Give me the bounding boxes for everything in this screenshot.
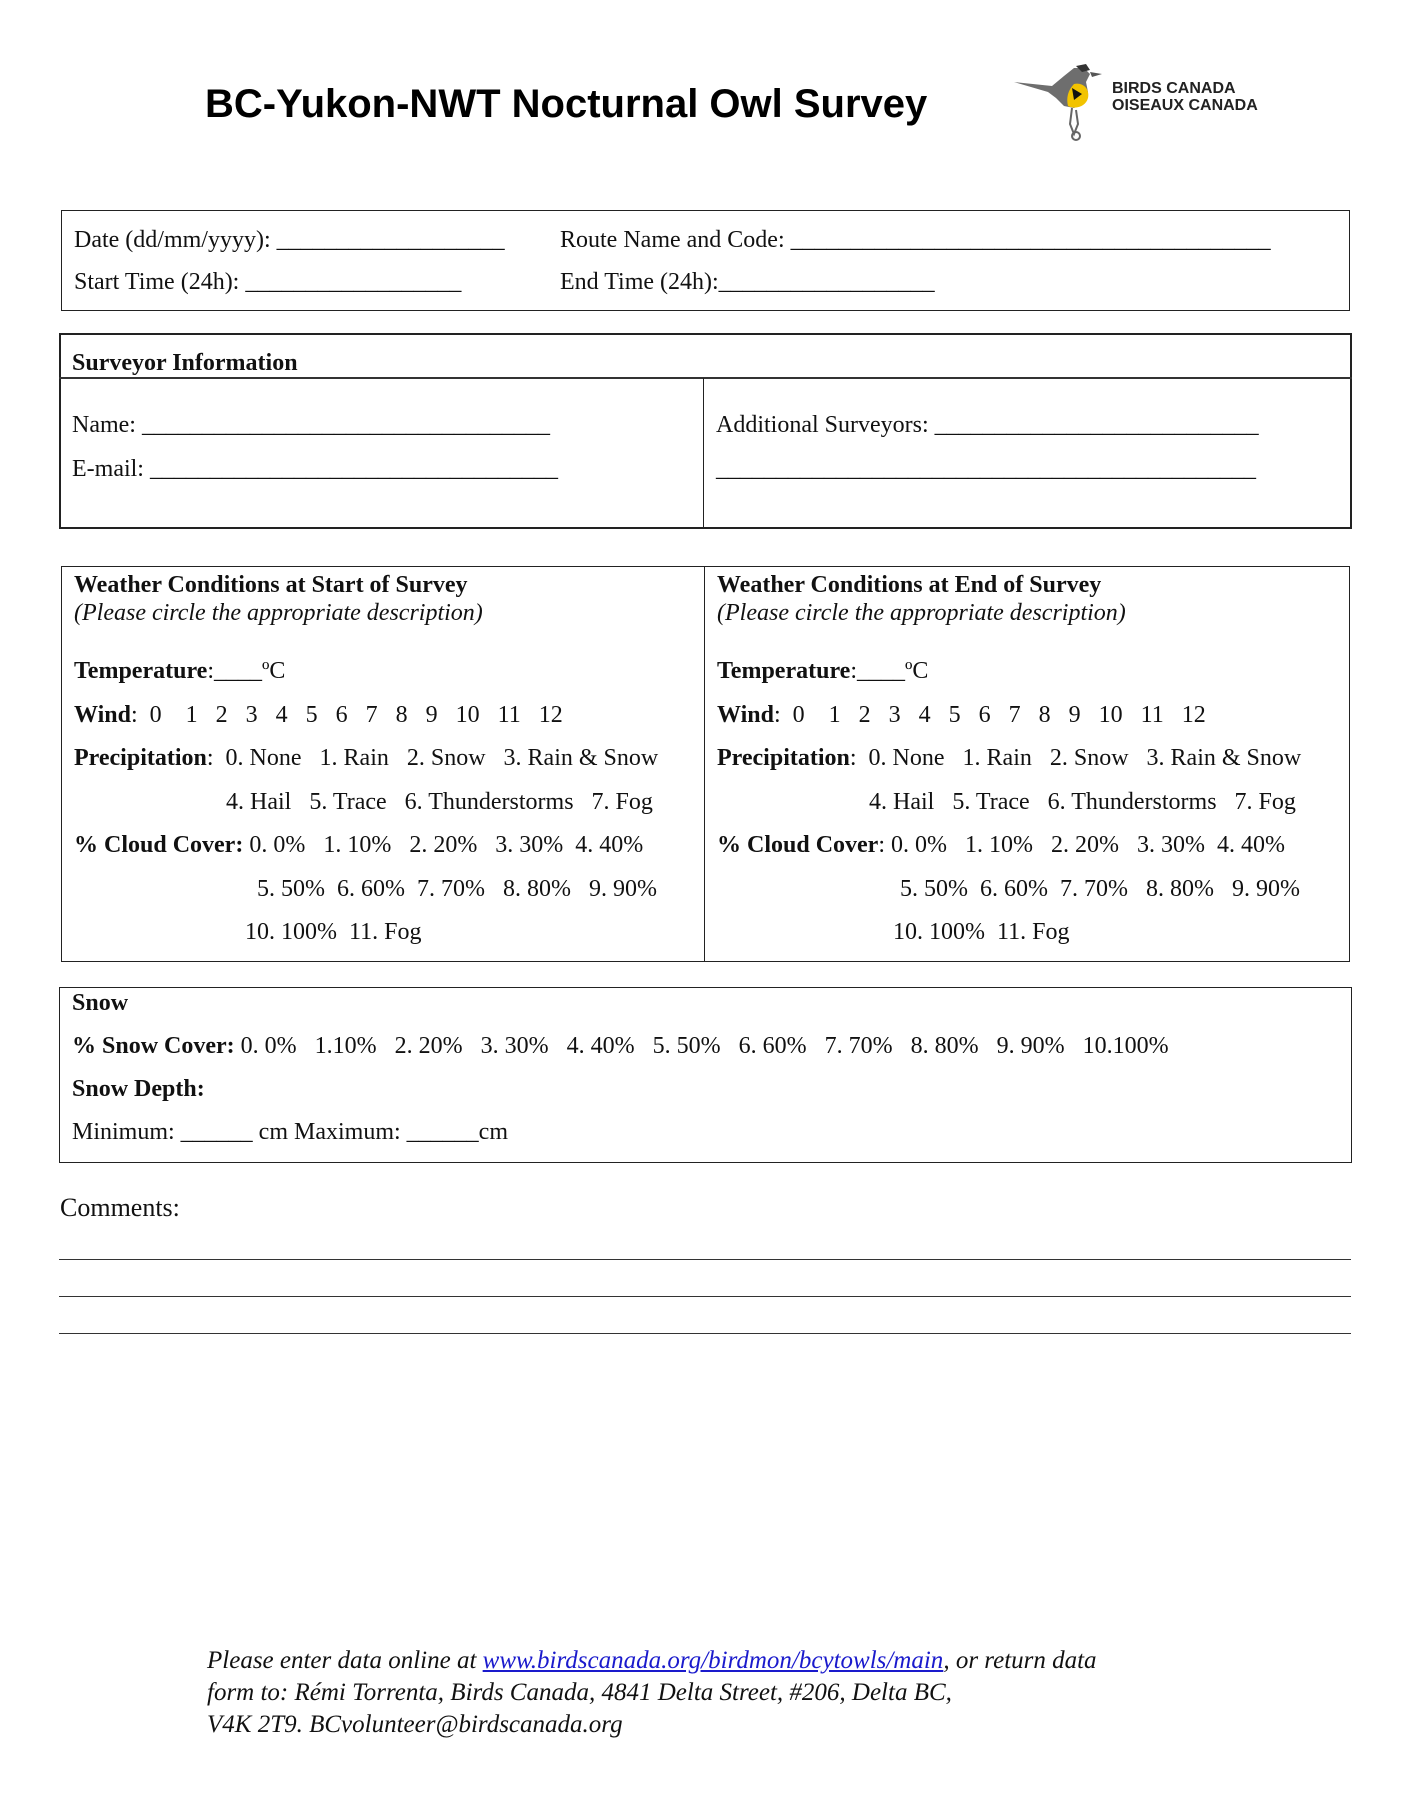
snow-cover-options: 0. 0% 1.10% 2. 20% 3. 30% 4. 40% 5. 50% 6. 60% 7. 70% 8. 80% 9. 90% 10.100%	[234, 1033, 1169, 1059]
cloud-cover-options: : 0. 0% 1. 10% 2. 20% 3. 30% 4. 40%	[878, 832, 1285, 858]
weather-end-subheading: (Please circle the appropriate description)	[717, 600, 1126, 626]
additional-surveyors-line-2[interactable]: _____________________________________________	[716, 456, 1256, 482]
cloud-cover-label: % Cloud Cover:	[74, 832, 244, 858]
weather-column-divider	[704, 566, 705, 962]
footer-return: , or return data	[943, 1647, 1097, 1674]
logo-line-1: BIRDS CANADA	[1112, 80, 1236, 97]
snow-cover-field[interactable]	[72, 1032, 1169, 1060]
temperature-label: Temperature	[717, 658, 851, 684]
wind-options: : 0 1 2 3 4 5 6 7 8 9 10 11 12	[130, 702, 563, 728]
weather-start-cloud-cover[interactable]	[74, 831, 643, 859]
weather-start-temperature[interactable]	[74, 657, 285, 685]
weather-start-cloud-cover-line-2[interactable]: 5. 50% 6. 60% 7. 70% 8. 80% 9. 90%	[257, 876, 657, 902]
email-field[interactable]: E-mail: __________________________________	[72, 456, 558, 482]
precipitation-label: Precipitation	[717, 745, 850, 771]
precipitation-label: Precipitation	[74, 745, 207, 771]
birds-canada-logo	[1012, 62, 1282, 144]
form-title: BC-Yukon-NWT Nocturnal Owl Survey	[205, 82, 928, 126]
wind-options: : 0 1 2 3 4 5 6 7 8 9 10 11 12	[773, 702, 1206, 728]
route-field[interactable]: Route Name and Code: ________________________________________	[560, 227, 1271, 253]
end-time-field[interactable]: End Time (24h):__________________	[560, 269, 935, 295]
weather-start-cloud-cover-line-3[interactable]: 10. 100% 11. Fog	[245, 919, 422, 945]
snow-depth-heading: Snow Depth:	[72, 1076, 205, 1102]
weather-end-precipitation-line-2[interactable]: 4. Hail 5. Trace 6. Thunderstorms 7. Fog	[869, 789, 1296, 815]
wind-label: Wind	[717, 702, 774, 728]
meadowlark-bird-icon	[1012, 62, 1112, 144]
weather-start-heading: Weather Conditions at Start of Survey	[74, 572, 468, 598]
weather-start-precipitation[interactable]	[74, 744, 658, 772]
weather-end-wind[interactable]	[717, 701, 1206, 729]
name-field[interactable]: Name: __________________________________	[72, 412, 550, 438]
snow-heading: Snow	[72, 990, 129, 1016]
additional-surveyors-field[interactable]: Additional Surveyors: ___________________________	[716, 412, 1259, 438]
start-time-field[interactable]: Start Time (24h): __________________	[74, 269, 462, 295]
precipitation-options: : 0. None 1. Rain 2. Snow 3. Rain & Snow	[849, 745, 1302, 771]
weather-end-temperature[interactable]	[717, 657, 928, 685]
surveyor-column-divider	[703, 378, 704, 529]
weather-start-subheading: (Please circle the appropriate description)	[74, 600, 483, 626]
footer-intro: Please enter data online at	[207, 1647, 483, 1674]
wind-label: Wind	[74, 702, 131, 728]
cloud-cover-label: % Cloud Cover	[717, 832, 879, 858]
data-entry-link[interactable]: www.birdscanada.org/birdmon/bcytowls/main	[482, 1647, 944, 1674]
weather-start-wind[interactable]	[74, 701, 563, 729]
snow-cover-label: % Snow Cover:	[72, 1033, 235, 1059]
comments-line-1[interactable]	[59, 1259, 1351, 1260]
comments-line-2[interactable]	[59, 1296, 1351, 1297]
weather-start-precipitation-line-2[interactable]: 4. Hail 5. Trace 6. Thunderstorms 7. Fog	[226, 789, 653, 815]
cloud-cover-options: 0. 0% 1. 10% 2. 20% 3. 30% 4. 40%	[243, 832, 644, 858]
weather-end-heading: Weather Conditions at End of Survey	[717, 572, 1102, 598]
snow-depth-fields[interactable]: Minimum: ______ cm Maximum: ______cm	[72, 1119, 508, 1145]
comments-label: Comments:	[60, 1193, 180, 1222]
surveyor-heading-divider	[59, 377, 1352, 379]
footer-note	[207, 1645, 1097, 1741]
date-field[interactable]: Date (dd/mm/yyyy): ___________________	[74, 227, 505, 253]
comments-line-3[interactable]	[59, 1333, 1351, 1334]
precipitation-options: : 0. None 1. Rain 2. Snow 3. Rain & Snow	[206, 745, 659, 771]
surveyor-heading: Surveyor Information	[72, 350, 298, 376]
weather-end-cloud-cover-line-2[interactable]: 5. 50% 6. 60% 7. 70% 8. 80% 9. 90%	[900, 876, 1300, 902]
footer-line-3: V4K 2T9. BCvolunteer@birdscanada.org	[207, 1711, 623, 1738]
logo-line-2: OISEAUX CANADA	[1112, 97, 1258, 114]
footer-line-1	[207, 1645, 1097, 1677]
temperature-label: Temperature	[74, 658, 208, 684]
temperature-blank: :____ºC	[207, 658, 286, 684]
weather-end-cloud-cover-line-3[interactable]: 10. 100% 11. Fog	[893, 919, 1070, 945]
weather-end-cloud-cover[interactable]	[717, 831, 1285, 859]
temperature-blank: :____ºC	[850, 658, 929, 684]
footer-line-2: form to: Rémi Torrenta, Birds Canada, 4841 Delta Street, #206, Delta BC,	[207, 1679, 952, 1706]
weather-end-precipitation[interactable]	[717, 744, 1301, 772]
